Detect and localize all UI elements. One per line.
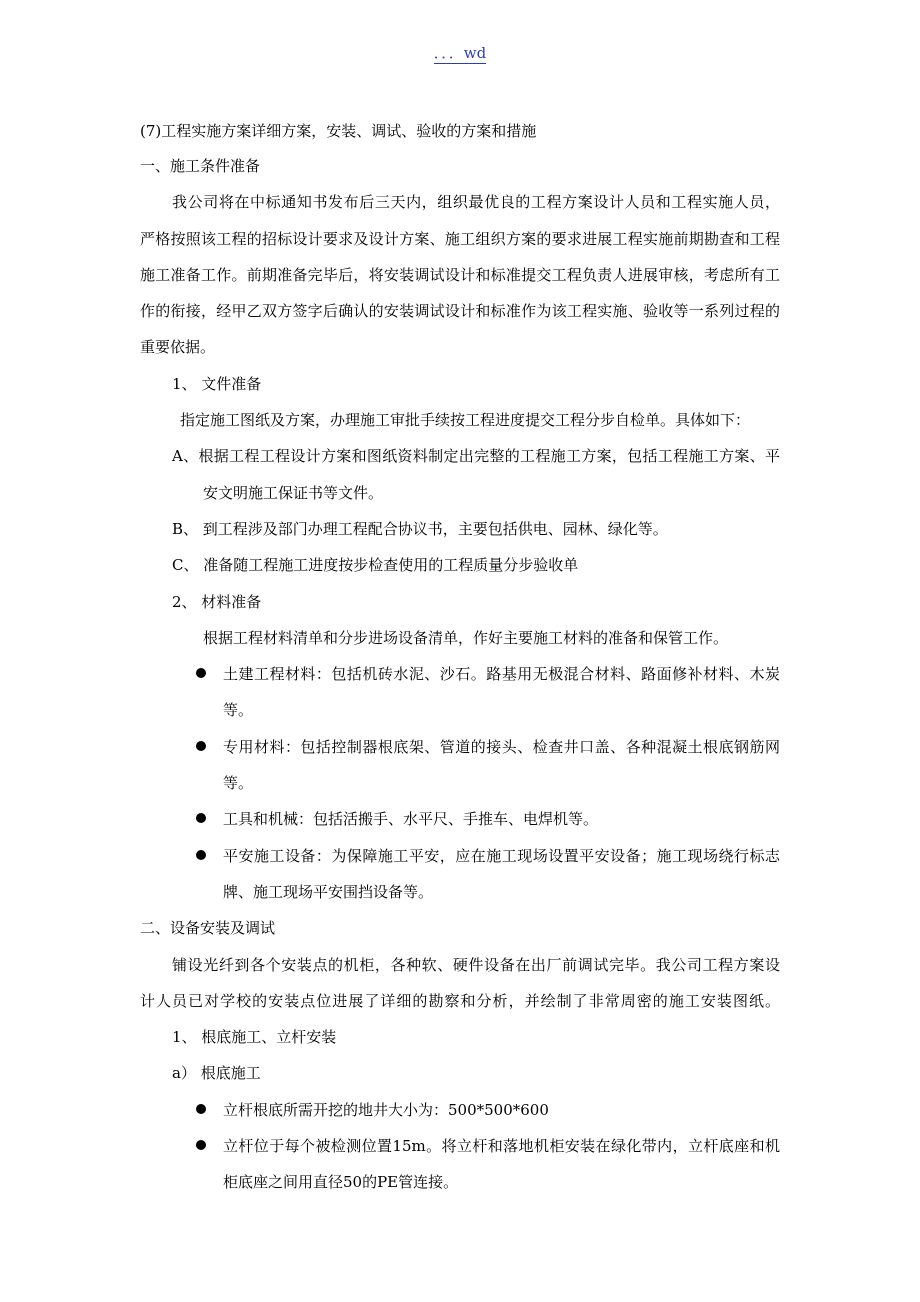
subheading-file-prep: 1、 文件准备 — [172, 375, 262, 393]
bullet-item-line: 土建工程材料：包括机砖水泥、沙石。路基用无极混合材料、路面修补材料、木炭 — [223, 665, 780, 683]
bullet-item-line: 立杆根底所需开挖的地井大小为：500*500*600 — [223, 1101, 549, 1119]
section-heading-1: 一、施工条件准备 — [140, 157, 261, 175]
bullet-icon — [196, 668, 206, 678]
item-c: C、 准备随工程施工进度按步检查使用的工程质量分步验收单 — [172, 556, 579, 574]
paragraph-line: 铺设光纤到各个安装点的机柜，各种软、硬件设备在出厂前调试完毕。我公司工程方案设 — [172, 956, 780, 974]
bullet-item-line: 柜底座之间用直径50的PE管连接。 — [223, 1173, 459, 1191]
page-header — [0, 42, 920, 63]
bullet-icon — [196, 1140, 206, 1150]
bullet-icon — [196, 850, 206, 860]
bullet-item-line: 立杆位于每个被检测位置15m。将立杆和落地机柜安装在绿化带内，立杆底座和机 — [223, 1137, 780, 1155]
bullet-icon — [196, 1104, 206, 1114]
paragraph-line: 计人员已对学校的安装点位进展了详细的勘察和分析，并绘制了非常周密的施工安装图纸。 — [140, 992, 780, 1010]
bullet-icon — [196, 813, 206, 823]
item-a-line: 安文明施工保证书等文件。 — [203, 484, 384, 502]
item-b: B、 到工程涉及部门办理工程配合协议书，主要包括供电、园林、绿化等。 — [172, 520, 668, 538]
file-prep-intro: 指定施工图纸及方案，办理施工审批手续按工程进度提交工程分步自检单。具体如下： — [180, 411, 751, 429]
bullet-item-line: 工具和机械：包括活搬手、水平尺、手推车、电焊机等。 — [223, 810, 599, 828]
paragraph-line: 作的衔接，经甲乙双方签字后确认的安装调试设计和标准作为该工程实施、验收等一系列过程的 — [140, 302, 780, 320]
header-text: ．．．wd — [433, 44, 487, 62]
paragraph-line: 重要依据。 — [140, 338, 216, 356]
bullet-item-line: 等。 — [223, 701, 254, 719]
paragraph-line: 施工准备工作。前期准备完毕后，将安装调试设计和标准提交工程负责人进展审核，考虑所有工 — [140, 266, 780, 284]
bullet-item-line: 专用材料：包括控制器根底架、管道的接头、检查井口盖、各种混凝土根底钢筋网 — [223, 738, 780, 756]
document-title: (7)工程实施方案详细方案，安装、调试、验收的方案和措施 — [140, 122, 537, 140]
material-prep-intro: 根据工程材料清单和分步进场设备清单，作好主要施工材料的准备和保管工作。 — [203, 629, 729, 647]
subheading-foundation: 1、 根底施工、立杆安装 — [172, 1028, 337, 1046]
bullet-item-line: 等。 — [223, 774, 254, 792]
item-a-line: A、根据工程工程设计方案和图纸资料制定出完整的工程施工方案，包括工程施工方案、平 — [172, 447, 780, 465]
bullet-icon — [196, 741, 206, 751]
paragraph-line: 严格按照该工程的招标设计要求及设计方案、施工组织方案的要求进展工程实施前期勘查和工程 — [140, 230, 780, 248]
paragraph-line: 我公司将在中标通知书发布后三天内，组织最优良的工程方案设计人员和工程实施人员， — [172, 193, 780, 211]
section-heading-2: 二、设备安装及调试 — [140, 919, 276, 937]
subheading-foundation-a: a） 根底施工 — [172, 1064, 261, 1082]
subheading-material-prep: 2、 材料准备 — [172, 593, 262, 611]
bullet-item-line: 平安施工设备：为保障施工平安，应在施工现场设置平安设备；施工现场绕行标志 — [223, 847, 780, 865]
bullet-item-line: 牌、施工现场平安围挡设备等。 — [223, 883, 434, 901]
